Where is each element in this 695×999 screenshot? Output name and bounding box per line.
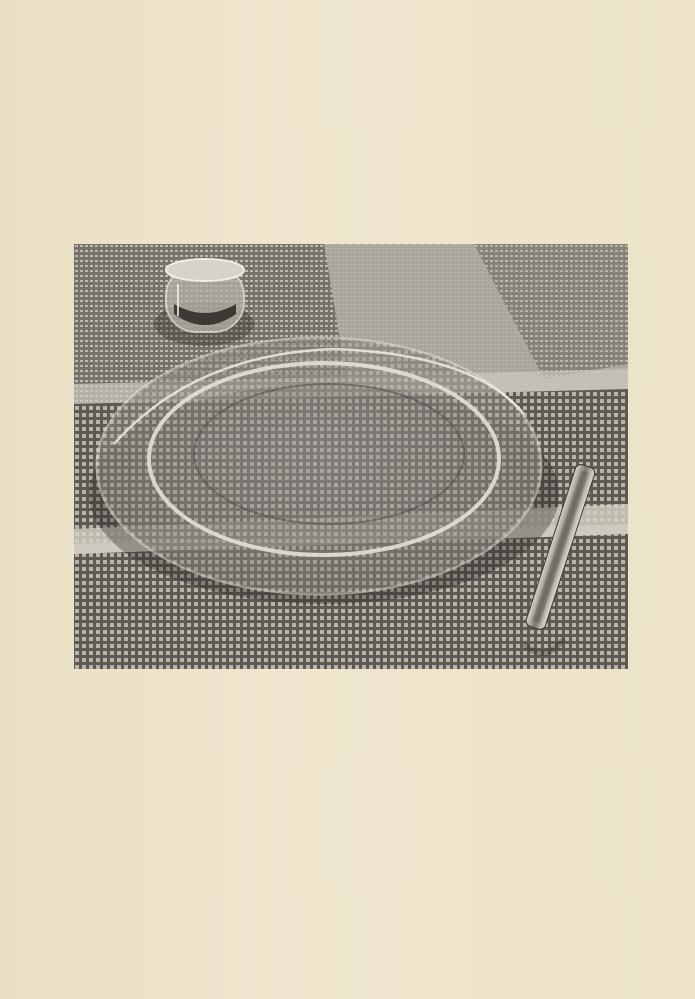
- page-number: [48, 927, 54, 942]
- figure-caption: [72, 683, 630, 697]
- photograph-tablecloth: [74, 244, 628, 669]
